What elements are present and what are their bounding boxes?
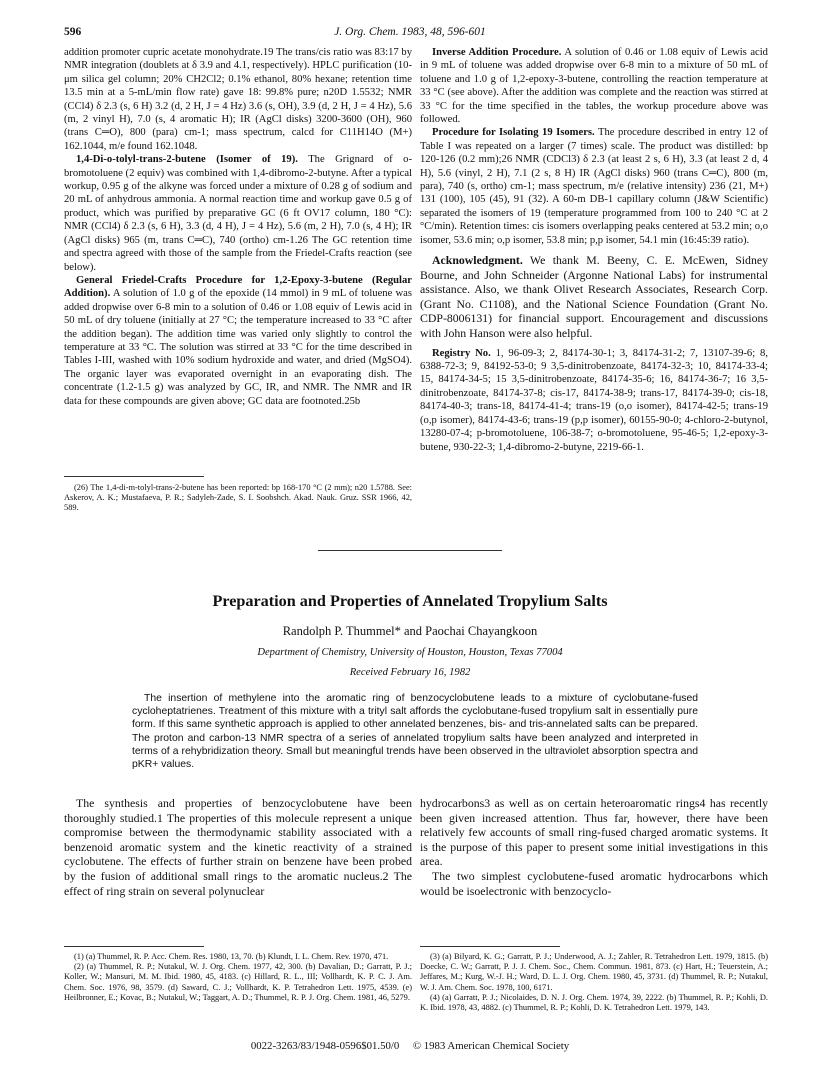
subheading-inverse-addition: Inverse Addition Procedure.	[432, 47, 562, 58]
footnote-divider-left	[64, 946, 204, 947]
received-date: Received February 16, 1982	[349, 667, 471, 678]
experimental-right-column	[420, 46, 768, 454]
article-code: 0022-3263/83/1948-0596$01.50/0	[250, 1040, 400, 1052]
page-number: 596	[64, 26, 82, 38]
paragraph-inverse-addition	[420, 46, 768, 126]
experimental-left-column	[64, 46, 412, 408]
footnote-2: (2) (a) Thummel, R. P.; Nutakul, W. J. Org. Chem. 1977, 42, 300. (b) Davalian, D.; Garratt, P. J.; Koller, W.; Mansuri, M. M. Ibid. 1980, 45, 4183. (c) Hillard, R. L., III; Vollhardt, K. P. C. J. Am. Chem. Soc. 1976, 98, 3579. (d) Saward, C. J.; Vollhardt, K. P. Tetrahedron Lett. 1975, 4539. (e) Heilbronner, E.; Kovac, B.; Nutakul, W.; Taggart, A. D.; Thummel, R. P. J. Org. Chem. 1981, 46, 5279.	[64, 962, 412, 1002]
text-isomer-19: The Grignard of o-bromotoluene (2 equiv) was combined with 1,4-dibromo-2-butyne. After a typical workup, 0.95 g of the alkyne was forced under a mixture of 0.28 g of sodium and 20 mL of anhydrous ammonia. A normal reaction time and workup gave 0.5 g of product, which was purified by preparative GC (6 ft OV17 column, 180 °C): NMR (CCl4) δ 2.3 (s, 6 H), 3.3 (d, 4 H), J = 4 Hz), 5.6 (m, 2 H), 7.0 (s, 4 H); IR (AgCl disks) 965 (m, trans C═C), 740 (ortho) cm-1.26 The GC retention time and spectra agreed with those of the sample from the Friedel-Crafts reaction (see below).	[64, 154, 413, 273]
paragraph-compound-18: addition promoter cupric acetate monohydrate.19 The trans/cis ratio was 83:17 by NMR integration (doublets at δ 3.9 and 4.1, respectively). HPLC purification (10-μm silica gel column; 20% CH2Cl2; 0.1% ethanol, 80% hexane; retention time 13.5 min at a 5-mL/min flow rate) gave 18: 99.8% pure; n20D 1.5532; NMR (CCl4) δ 2.3 (s, 6 H) 3.2 (d, 2 H, J = 4 Hz) 3.6 (s, OH), 3.9 (d, 2 H, J = 4 Hz), 5.6 (m, 2 vinyl H), 7.0 (s, 4 aromatic H); IR (AgCl disks) 3200-3600 (OH), 960 (trans C═O), 800 (para) cm-1; mass spectrum, calcd for C11H14O (M+) 162.1044, m/e found 162.1048.	[64, 47, 412, 152]
paragraph-isomer-19	[64, 153, 412, 274]
subheading-isolating-isomers: Procedure for Isolating 19 Isomers.	[432, 127, 595, 139]
acknowledgment	[420, 253, 768, 341]
footnotes-left	[64, 952, 412, 1003]
footnote-26-text: (26) The 1,4-di-m-tolyl-trans-2-butene has been reported: bp 168-170 °C (2 mm); n20 1.5788. See: Askerov, A. K.; Mustafaeva, P. R.; Sadyleh-Zade, S. I. Soobshch. Akad. Nauk. Gruz. SSR 1966, 42, 589.	[64, 483, 412, 513]
paragraph-friedel-crafts	[64, 274, 412, 408]
introduction-right-column	[420, 796, 768, 898]
footnote-divider-right	[420, 946, 560, 947]
registry-text: 1, 96-09-3; 2, 84174-30-1; 3, 84174-31-2; 7, 13107-39-6; 8, 6388-72-3; 9, 84192-53-0; 9 3,5-dinitrobenzoate, 84174-32-3; 10, 84174-33-4; 15, 84174-34-5; 15 3,5-dinitrobenzoate, 84174-35-6; 16, 84174-36-7; 16 3,5-dinitrobenzoate, 84174-37-8; cis-17, 84174-38-9; trans-17, 84174-39-0; cis-18, 84174-40-3; trans-18, 84174-41-4; trans-19 (o,o isomer), 84174-42-5; trans-19 (o,p isomer), 84174-43-6; trans-19 (p,p isomer), 60155-90-0; 4-chloro-2-butynol, 13280-07-4; p-bromotoluene, 106-38-7; o-bromotoluene, 95-46-5; 1,2-epoxy-3-butene, 930-22-3; 1,4-dibromo-2-butyne, 2219-66-1.	[420, 347, 768, 453]
acknowledgment-heading: Acknowledgment.	[432, 253, 523, 268]
copyright-notice: © 1983 American Chemical Society	[412, 1040, 570, 1052]
introduction-paragraph-2: hydrocarbons3 as well as on certain heteroaromatic rings4 has recently been given increased attention. Thus far, however, there have been relatively few accounts of small ring-fused charged aromatic systems. It is the purpose of this paper to present some initial investigations in this area.	[420, 796, 768, 869]
footnote-divider-left-top	[64, 476, 204, 477]
footnote-1: (1) (a) Thummel, R. P. Acc. Chem. Res. 1980, 13, 70. (b) Klundt, I. L. Chem. Rev. 1970, 471.	[74, 952, 389, 961]
introduction-paragraph-3: The two simplest cyclobutene-fused aromatic hydrocarbons which would be isoelectronic with benzocyclo-	[420, 868, 768, 898]
subheading-isomer-19: 1,4-Di-o-tolyl-trans-2-butene (Isomer of 19).	[76, 154, 298, 166]
footnote-4: (4) (a) Garratt, P. J.; Nicolaides, D. N. J. Org. Chem. 1974, 39, 2222. (b) Thummel, R. P.; Kohli, D. K. Ibid. 1978, 43, 4882. (c) Thummel, R. P.; Kohli, D. K. Tetrahedron Lett. 1979, 143.	[420, 992, 768, 1013]
introduction-left-column	[64, 796, 412, 898]
footnote-26	[64, 483, 412, 514]
text-inverse-addition: A solution of 0.46 or 1.08 equiv of Lewis acid in 9 mL of toluene was added dropwise over 6-8 min to a mixture of 50 mL of toluene and 1.0 g of 1,2-epoxy-3-butene, controlling the reaction temperature at 33 °C (see above). After the addition was complete and the reaction was stirred at 33 °C for the time specified in the tables, the workup procedure above was followed.	[420, 47, 768, 126]
paragraph-isolating-isomers	[420, 126, 768, 247]
text-isolating-isomers: The procedure described in entry 12 of Table I was repeated on a larger (7 times) scale. The product was distilled: bp 120-126 (0.2 mm);26 NMR (CDCl3) δ 2.3 (at least 2 s, 6 H), 3.3 (at least 2 d, 4 H), 5.6 (vinyl, 2 H), 7.1 (2 s, 8 H) IR (AgCl disks) 960 (trans C═C), 800 (m, para), 740 (s, ortho) cm-1; mass spectrum, m/e (relative intensity) 236 (21, M+) 131 (100), 105 (45), 91 (32). A 60-m DB-1 capillary column (J&W Scientific) separated the isomers of 19 (temperature programmed from 100 to 240 °C at 2 °C/min). Retention times: cis isomers overlapping peaks centered at 53.2 min; o,o isomer, 53.6 min; o,p isomer, 53.8 min; p,p isomer, 54.1 min (16:45:39 ratio).	[420, 127, 768, 246]
registry-numbers	[420, 347, 768, 454]
subheading-friedel-crafts: General Friedel-Crafts Procedure for 1,2-Epoxy-3-butene (Regular Addition).	[64, 274, 412, 300]
article-abstract	[132, 692, 698, 771]
registry-heading: Registry No.	[432, 347, 491, 359]
article-title: Preparation and Properties of Annelated Tropylium Salts	[212, 592, 608, 610]
article-authors: Randolph P. Thummel* and Paochai Chayangkoon	[282, 624, 538, 638]
footnote-3: (3) (a) Bilyard, K. G.; Garratt, P. J.; Underwood, A. J.; Zahler, R. Tetrahedron Lett. 1979, 1815. (b) Doecke, C. W.; Garratt, P. J. J. Chem. Soc., Chem. Commun. 1981, 873. (c) Hart, H.; Teuerstein, A.; Jeffares, M.; Kurg, W.-J. H.; Ward, D. L. J. Org. Chem. 1980, 45, 3731. (d) Thummel, R. P.; Nutakul, W. J. Am. Chem. Soc. 1978, 100, 6171.	[420, 952, 768, 992]
footnotes-right	[420, 952, 768, 1013]
article-separator-rule	[318, 550, 502, 551]
acknowledgment-text: We thank M. Beeny, C. E. McEwen, Sidney Bourne, and John Schneider (Argonne National Labs) for instrumental assistance. Also, we thank Olivet Research Associates, Research Corp. (Grant No. C1108), and the National Science Foundation (Grant No. CDP-8006131) for financial support. Encouragement and discussions with John Hanson were also helpful.	[420, 253, 768, 341]
abstract-text: The insertion of methylene into the aromatic ring of benzocyclobutene leads to a mixture of cyclobutane-fused cycloheptatrienes. Treatment of this mixture with a trityl salt affords the cyclobutane-fused tropylium salt in essentially pure form. If this same synthetic approach is applied to other annelated benzenes, bis- and tris-annelated salts can be prepared. The proton and carbon-13 NMR spectra of a series of annelated tropylium salts have been analyzed and interpreted in terms of a rehybridization theory. Small but meaningful trends have been observed in the ultraviolet absorption spectra and pKR+ values.	[132, 693, 698, 771]
introduction-paragraph-1: The synthesis and properties of benzocyclobutene have been thoroughly studied.1 The properties of this molecule represent a unique compromise between the thermodynamic stability associated with a benzenoid aromatic system and the kinetic reactivity of a strained cyclobutene. The effects of further strain on benzene have been probed by the fusion of additional small rings to the aromatic nucleus.2 The effect of ring strain on several polynuclear	[64, 796, 412, 898]
article-affiliation: Department of Chemistry, University of Houston, Houston, Texas 77004	[257, 647, 563, 658]
text-friedel-crafts: A solution of 1.0 g of the epoxide (14 mmol) in 9 mL of toluene was added dropwise over 6-8 min to a solution of 0.46 or 1.08 equiv of Lewis acid in 50 mL of dry toluene (initially at 27 °C; the temperature increased to 33 °C after the addition began). The addition time was varied only slightly to control the temperature at 33 °C. The solution was stirred at 33 °C for the time described in Tables I-III, washed with 10% sodium hydroxide and water, and dried (MgSO4). The organic layer was evaporated overnight in an evaporating dish. The concentrate (1.2-1.5 g) was analyzed by GC, IR, and NMR. The NMR and IR data for these compounds are given above; GC data are footnoted.25b	[64, 288, 412, 407]
journal-running-head: J. Org. Chem. 1983, 48, 596-601	[334, 26, 486, 38]
page-footer	[0, 1040, 820, 1052]
